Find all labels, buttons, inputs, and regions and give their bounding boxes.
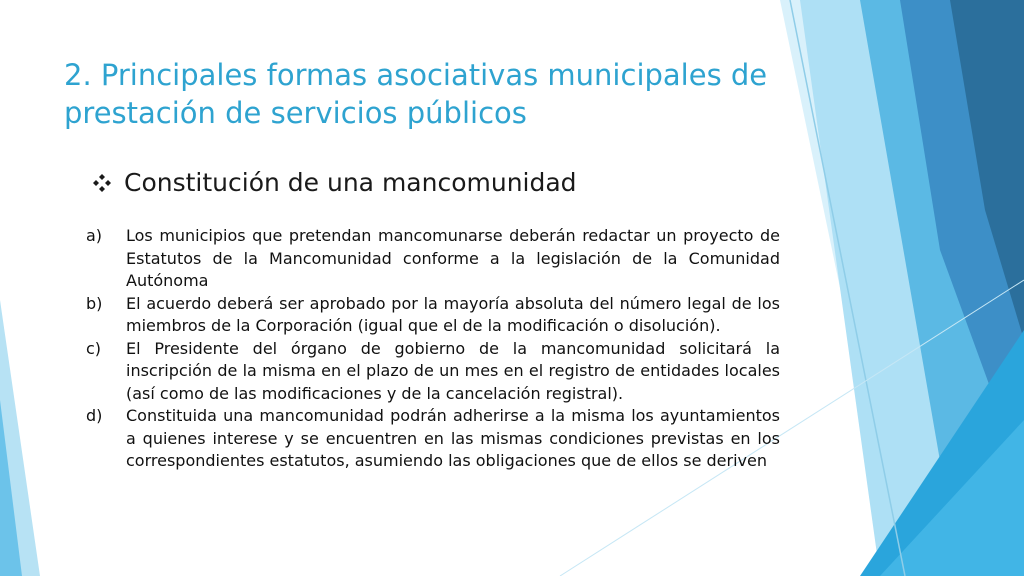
section-heading-text: Constitución de una mancomunidad	[124, 168, 577, 197]
section-heading	[92, 166, 577, 200]
list-item	[86, 225, 780, 293]
list-item	[86, 293, 780, 338]
list-item-text: El Presidente del órgano de gobierno de la mancomunidad solicitará la inscripción de la misma en el plazo de un mes en el registro de entidades locales (así como de las modificaciones y de la cancelación registral).	[126, 338, 780, 403]
list-item-text: Constituida una mancomunidad podrán adherirse a la misma los ayuntamientos a quienes interese y se encuentren en las mismas condiciones previstas en los correspondientes estatutos, asumiendo las obligaciones que de ellos se deriven	[126, 406, 780, 470]
slide-title: 2. Principales formas asociativas municipales de prestación de servicios públicos	[64, 58, 768, 130]
list-marker: c)	[86, 338, 102, 358]
list-marker: b)	[86, 293, 103, 313]
list-item-text: Los municipios que pretendan mancomunarse deberán redactar un proyecto de Estatutos de la Mancomunidad conforme a la legislación de la Comunidad Autónoma	[126, 226, 780, 290]
list-marker: a)	[86, 226, 103, 245]
list-item	[86, 405, 780, 473]
requirements-list	[86, 225, 780, 473]
list-item-text: El acuerdo deberá ser aprobado por la mayoría absoluta del número legal de los miembros de la Corporación (igual que el de la modificación o disolución).	[126, 293, 780, 335]
diamond-bullet-icon	[92, 173, 112, 193]
list-item	[86, 338, 780, 406]
list-marker: d)	[86, 406, 103, 425]
